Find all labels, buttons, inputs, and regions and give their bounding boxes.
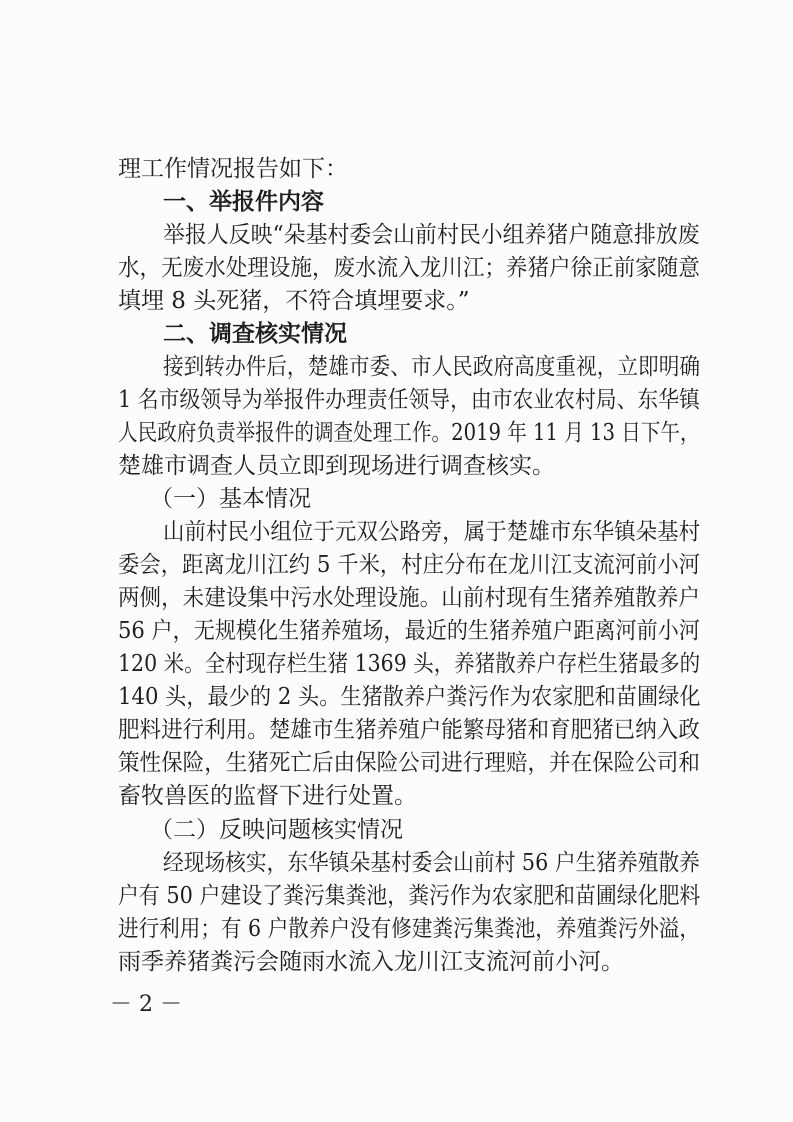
text-line: 140 头，最少的 2 头。生猪散养户粪污作为农家肥和苗圃绿化 (118, 684, 701, 710)
text-line: 雨季养猪粪污会随雨水流入龙川江支流河前小河。 (118, 949, 624, 975)
text-line: 56 户，无规模化生猪养殖场，最近的生猪养殖户距离河前小河 (118, 618, 700, 644)
section-heading: 一、举报件内容 (163, 189, 324, 215)
text-line: 进行利用；有 6 户散养户没有修建粪污集粪池，养殖粪污外溢， (118, 916, 700, 942)
text-line: 理工作情况报告如下： (118, 156, 348, 182)
text-line: 1 名市级领导为举报件办理责任领导，由市农业农村局、东华镇 (118, 387, 700, 413)
text-line: 填埋 8 头死猪，不符合填埋要求。” (118, 288, 470, 314)
text-line: 策性保险，生猪死亡后由保险公司进行理赔，并在保险公司和 (118, 750, 700, 776)
text-line: 两侧，未建设集中污水处理设施。山前村现有生猪养殖散养户 (118, 585, 700, 611)
text-line: 人民政府负责举报件的调查处理工作。2019 年 11 月 13 日下午， (118, 420, 700, 446)
text-line: 畜牧兽医的监督下进行处置。 (118, 783, 417, 809)
page-number: － 2 － (110, 992, 182, 1017)
text-line: 山前村民小组位于元双公路旁，属于楚雄市东华镇朵基村 (163, 519, 701, 545)
text-line: 委会，距离龙川江约 5 千米，村庄分布在龙川江支流河前小河 (118, 552, 701, 578)
subsection-heading: （二）反映问题核实情况 (150, 817, 403, 843)
subsection-heading: （一）基本情况 (150, 486, 311, 512)
text-line: 接到转办件后，楚雄市委、市人民政府高度重视，立即明确 (163, 354, 701, 380)
text-line: 户有 50 户建设了粪污集粪池，粪污作为农家肥和苗圃绿化肥料 (118, 883, 701, 909)
text-line: 举报人反映“朵基村委会山前村民小组养猪户随意排放废 (163, 222, 700, 248)
text-line: 水，无废水处理设施，废水流入龙川江；养猪户徐正前家随意 (118, 255, 700, 281)
text-line: 楚雄市调查人员立即到现场进行调查核实。 (118, 453, 555, 479)
text-line: 肥料进行利用。楚雄市生猪养殖户能繁母猪和育肥猪已纳入政 (118, 717, 700, 743)
section-heading: 二、调查核实情况 (163, 321, 347, 347)
text-line: 经现场核实，东华镇朵基村委会山前村 56 户生猪养殖散养 (163, 850, 700, 876)
text-line: 120 米。全村现存栏生猪 1369 头，养猪散养户存栏生猪最多的 (118, 651, 701, 677)
